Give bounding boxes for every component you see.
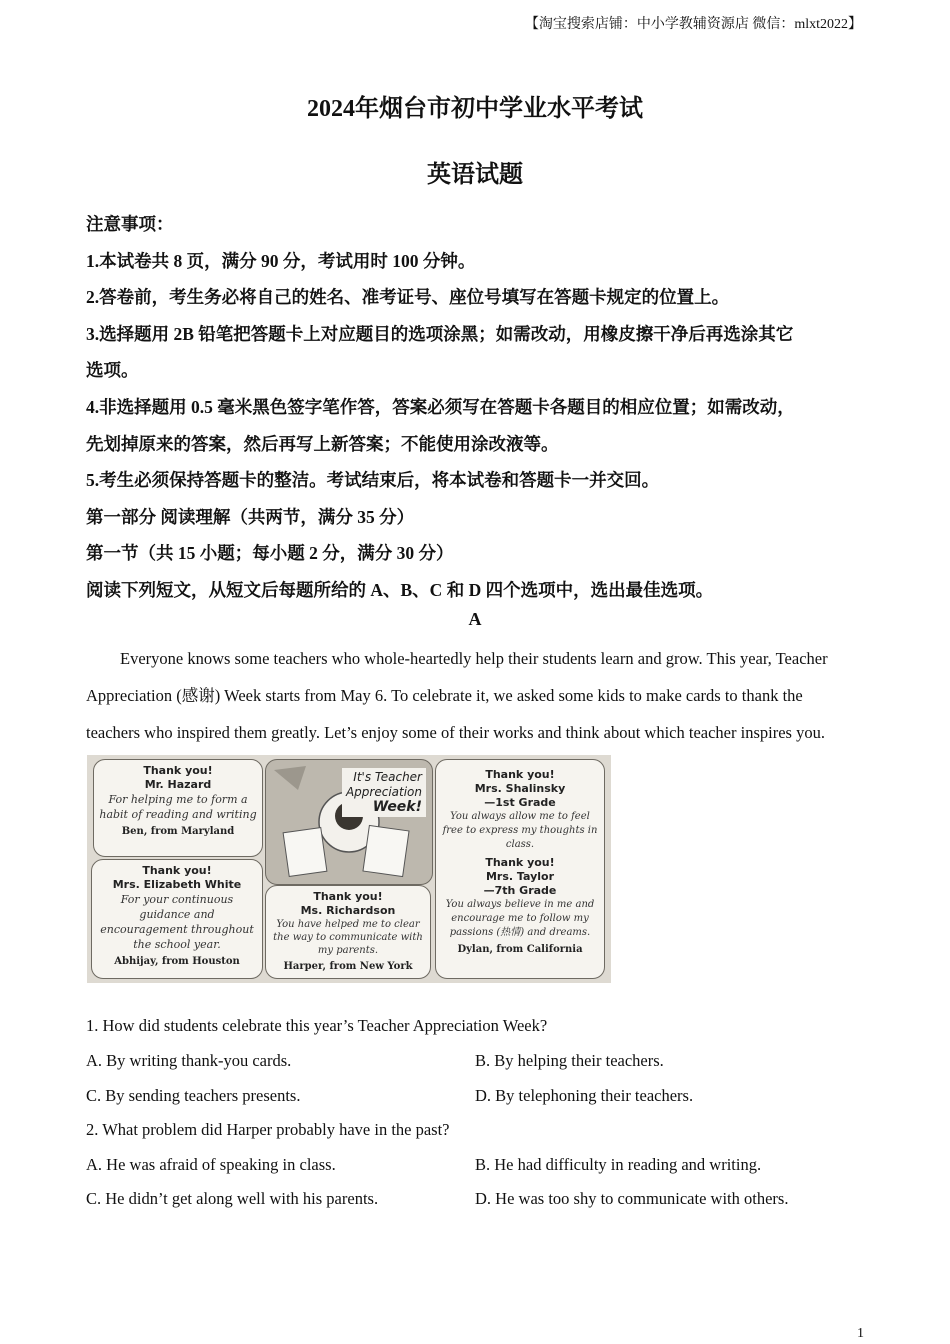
question-2-stem: 2. What problem did Harper probably have in the past? [86, 1120, 450, 1139]
exam-title: 2024年烟台市初中学业水平考试 [307, 96, 643, 122]
card-grade: —7th Grade [483, 884, 557, 897]
card-teacher-name: Ms. Richardson [300, 904, 396, 917]
question-2-option-c: C. He didn’t get along well with his parents. [86, 1189, 379, 1208]
question-1-option-b: B. By helping their teachers. [475, 1051, 664, 1070]
notice-item: 先划掉原来的答案，然后再写上新答案；不能使用涂改液等。 [86, 433, 559, 454]
card-thanks: Thank you! [313, 890, 383, 903]
card-california [435, 759, 605, 979]
notice-item: 2.答卷前，考生务必将自己的姓名、准考证号、座位号填写在答题卡规定的位置上。 [86, 287, 730, 308]
header-note: 【淘宝搜索店铺：中小学教辅资源店 微信：mlxt2022】 [524, 17, 862, 32]
notice-heading: 注意事项： [86, 214, 174, 234]
photo-caption-line: Week! [372, 799, 422, 815]
notice-item: 选项。 [86, 360, 139, 381]
card-message: For your continuous guidance and encouragement throughout the school year. [100, 893, 254, 951]
card-message: You always allow me to feel free to express my thoughts in class. [442, 811, 598, 850]
question-1-option-a: A. By writing thank-you cards. [86, 1051, 292, 1070]
card-mr-hazard [93, 759, 263, 857]
card-teacher-name: Mrs. Taylor [485, 870, 555, 883]
card-thanks: Thank you! [485, 856, 555, 869]
question-2-option-a: A. He was afraid of speaking in class. [86, 1155, 336, 1174]
card-teacher-name: Mr. Hazard [144, 778, 212, 791]
question-1-stem: 1. How did students celebrate this year’s Teacher Appreciation Week? [86, 1016, 548, 1035]
card-signature: Harper, from New York [283, 961, 413, 972]
passage [86, 640, 866, 751]
card-message: You always believe in me and encourage me to follow my passions (热情) and dreams. [445, 899, 595, 938]
question-2-option-d: D. He was too shy to communicate with others. [475, 1189, 789, 1208]
notice-item: 4.非选择题用 0.5 毫米黑色签字笔作答，答案必须写在答题卡各题目的相应位置；如需改动， [86, 396, 795, 417]
card-mrs-white [91, 859, 263, 979]
exam-subtitle: 英语试题 [427, 162, 523, 188]
notice-item: 5.考生必须保持答题卡的整洁。考试结束后，将本试卷和答题卡一并交回。 [86, 470, 660, 491]
card-thanks: Thank you! [143, 764, 213, 777]
photo-caption [342, 768, 426, 817]
notice-item: 3.选择题用 2B 铅笔把答题卡上对应题目的选项涂黑；如需改动，用橡皮擦干净后再选涂其它 [86, 323, 794, 344]
photo-caption-line: It's Teacher [353, 770, 422, 784]
passage-line: teachers who inspired them greatly. Let’s enjoy some of their works and think about which teacher inspires you. [86, 723, 825, 742]
thank-you-cards-image [87, 755, 611, 983]
card-message: You have helped me to clear the way to communicate with my parents. [273, 919, 423, 956]
page-number: 1 [857, 1326, 864, 1341]
passage-line: Appreciation (感谢) Week starts from May 6. To celebrate it, we asked some kids to make cards to thank the [86, 686, 803, 705]
instruction: 阅读下列短文，从短文后每题所给的 A、B、C 和 D 四个选项中，选出最佳选项。 [86, 579, 714, 600]
card-signature: Dylan, from California [457, 944, 583, 955]
passage-line: Everyone knows some teachers who whole-heartedly help their students learn and grow. This year, Teacher [120, 649, 828, 668]
section-heading: 第一节（共 15 小题；每小题 2 分，满分 30 分） [86, 543, 454, 564]
card-teacher-name: Mrs. Shalinsky [474, 782, 566, 795]
card-grade: —1st Grade [484, 796, 556, 809]
question-1-option-d: D. By telephoning their teachers. [475, 1086, 694, 1105]
card-ms-richardson [265, 885, 431, 979]
card-signature: Ben, from Maryland [121, 826, 235, 837]
card-teacher-name: Mrs. Elizabeth White [112, 878, 242, 891]
passage-label: A [468, 609, 482, 629]
notice-item: 1.本试卷共 8 页，满分 90 分，考试用时 100 分钟。 [86, 250, 476, 271]
card-signature: Abhijay, from Houston [114, 956, 240, 967]
student-photo [265, 759, 433, 885]
question-2-option-b: B. He had difficulty in reading and writing. [475, 1155, 762, 1174]
part-heading: 第一部分 阅读理解（共两节，满分 35 分） [86, 506, 415, 527]
photo-caption-line: Appreciation [345, 785, 422, 799]
card-thanks: Thank you! [485, 768, 555, 781]
notice-block [86, 206, 866, 609]
question-1-option-c: C. By sending teachers presents. [86, 1086, 301, 1105]
card-thanks: Thank you! [142, 864, 212, 877]
card-message: For helping me to form a habit of reading and writing [99, 793, 257, 821]
